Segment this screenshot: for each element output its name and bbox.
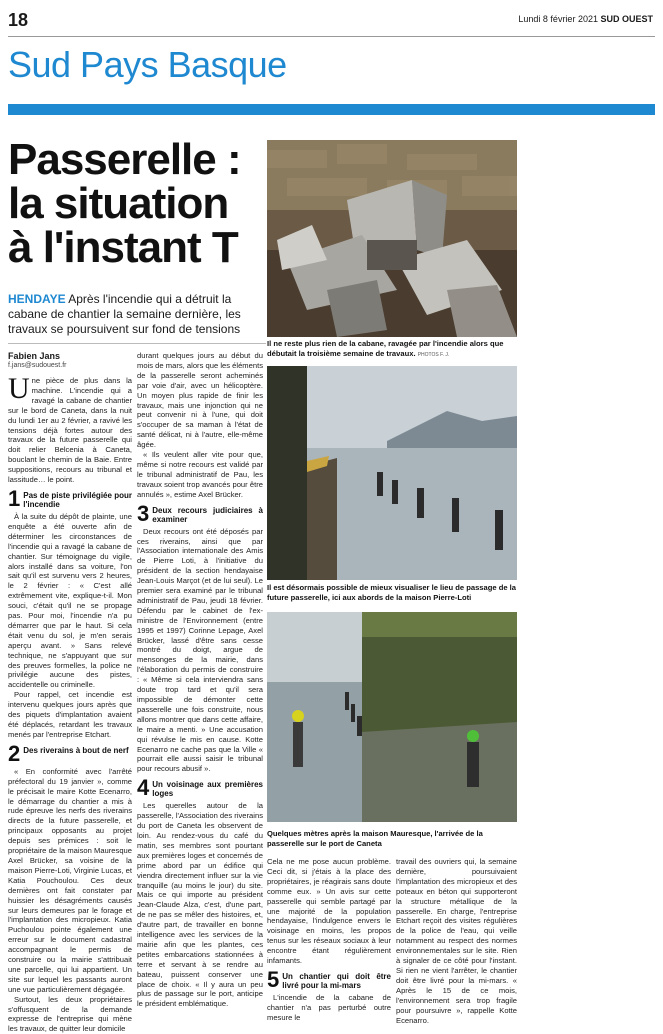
- photo-1-caption: Il ne reste plus rien de la cabane, ravagée par l'incendie alors que débutait la troisième semaine de travaux. PHOTOS F. J.: [267, 339, 504, 358]
- subhead-4: 4 Un voisinage aux premières loges: [137, 775, 263, 801]
- subhead-2: 2 Des riverains à bout de nerf: [8, 740, 129, 766]
- photo-3-caption: Quelques mètres après la maison Mauresque, l'arrivée de la passerelle sur le port de Caneta: [267, 829, 483, 848]
- column-2: [137, 351, 263, 1016]
- page-number: 18: [8, 10, 29, 30]
- photo-2-caption: Il est désormais possible de mieux visualiser le lieu de passage de la future passerelle, ici aux abords de la maison Pierre-Loti: [267, 583, 517, 602]
- author-email[interactable]: f.jans@sudouest.fr: [8, 362, 67, 369]
- subhead-1: 1 Pas de piste privilégiée pour l'incendie: [8, 485, 132, 511]
- paragraph: « En conformité avec l'arrêté préfectoral du 19 janvier », comme le précisait le maire Kotte Ecenarro, le démarrage du chantier a mis à rude épreuve les nerfs des riverains directs de la future passerelle, et principaux opposants au projet depuis ses prémices : soit le propriétaire de la maison Mauresque Axel Brücker, sa voisine de la maison Pierre-Loti, Virginie Lucas, et Katia Pouchoulou. Ces deux dernières ont fait constater par huissier les désagréments causés sur leurs demeures par le forage et l'implantation des micropieux. Katia Puchoulou pointe également une erreur sur le document cadastral accompagnant le permis de construire ou la mairie s'attribuait une parcelle, qui lui appartient. Un site sur lequel les passants auront une vue particulièrement dégagée.: [8, 766, 132, 994]
- paragraph: durant quelques jours au début du mois de mars, alors que les éléments de la passerelle seront acheminés par voie d'air, avec un hélicoptère. Un moyen plus rapide de finir les travaux, mais une injonction qui ne peut convenir ni à l'une, qui doit s'occuper de sa maman à l'état de santé délicat, ni à l'autre, elle-même âgée.: [137, 351, 263, 450]
- kicker: HENDAYE: [8, 292, 66, 306]
- headline-line: la situation: [8, 179, 229, 228]
- top-rule: [8, 36, 655, 37]
- dropcap: U: [8, 372, 30, 405]
- lead-rule: [8, 343, 266, 344]
- photo-bay: [267, 366, 517, 580]
- paragraph: Cela ne me pose aucun problème. Ceci dit, si j'étais à la place des propriétaires, je réagirais sans doute comme eux. » Un avis sur cette passerelle qui semble partagé par une majorité de la population hendayaise, l'indulgence envers le voisinage en moins, les propos tenus sur les réseaux sociaux à leur encontre étant régulièrement infamants.: [267, 857, 391, 966]
- paragraph: Deux recours ont été déposés par ces riverains, ainsi que par l'Association internationale des Amis de Pierre Loti, à l'initiative du président de la section hendayaise Jean-Louis Marçot (et de lui seul). Le premier sera examiné par le tribunal administratif de Pau, jeudi 18 février. Défendu par le cabinet de l'ex-ministre de l'Environnement (entre 1995 et 1997) Corinne Lepage, Axel Brücker, lassé d'être sans cesse montré du doigt, argue de mensonges de la mairie, dans l'élaboration du permis de construire : « Même si cela interviendra sans doute trop tard et qu'il sera impossible de démonter cette passerelle une fois construite, nous allons montrer que dans cette affaire, le maire a menti. » Une accusation qui révulse le mis en cause. Kotte Ecenarro ne cache pas que la Ville « pourrait elle aussi saisir le tribunal pour recours abusif ».: [137, 526, 263, 774]
- column-4: [396, 857, 517, 1025]
- photo-burnt-cabin: [267, 140, 517, 337]
- subhead-3: 3 Deux recours judiciaires à examiner: [137, 500, 263, 526]
- headline: [8, 135, 273, 272]
- paragraph: « Ils veulent aller vite pour que, même si notre recours est validé par le tribunal administratif de Pau, les travaux soient trop avancés pour être annulés », estime Axel Brücker.: [137, 450, 263, 499]
- photo-credit: PHOTOS F. J.: [417, 351, 450, 358]
- section-bar: [8, 104, 655, 115]
- column-3: [267, 857, 391, 1022]
- subhead-5: 5 Un chantier qui doit être livré pour la mi-mars: [267, 966, 391, 992]
- paragraph: Surtout, les deux propriétaires s'offusquent de la demande expresse de l'entreprise qui mène les travaux, de quitter leur domicile: [8, 994, 132, 1034]
- lead-text: Après l'incendie qui a détruit la cabane de chantier la semaine dernière, les travaux se poursuivent sur fond de tensions: [8, 292, 241, 336]
- paragraph: À la suite du dépôt de plainte, une enquête a été ouverte afin de déterminer les circonstances de l'incendie qui a ravagé la cabane de chantier. Sur témoignage du vigile, alors installé dans sa voiture, l'on sait qu'il est survenu vers 2 heures, le 2 février : « C'est allé extrêmement vite, explique-t-il. Mon souci, c'était qu'il ne se propage pas. Pour moi, l'incendie n'a pu démarrer que par le haut. Si cela était venu du sol, je m'en serais aperçu avant. » Sans relevé technique, ne s'appuyant que sur des preuves formelles, la police ne privilégie aucune des pistes, accidentelle ou criminelle.: [8, 511, 132, 690]
- paragraph: travail des ouvriers qui, la semaine dernière, poursuivaient l'implantation des micropieux et des poteaux en béton qui supporteront la structure métallique de la passerelle. En charge, l'entreprise Etchart reçoit des visites régulières de la police de l'eau, qui veille notamment au respect des normes environnementales sur le site. Rien à signaler de ce côté pour l'instant. Si rien ne vient l'arrêter, le chantier doit être livré pour la mi-mars. « Après le 15 de ce mois, l'environnement sera trop fragile pour poursuivre », rappelle Kotte Ecenarro.: [396, 857, 517, 1025]
- intro-paragraph: Une pièce de plus dans la machine. L'incendie qui a ravagé la cabane de chantier sur le bord de Caneta, dans la nuit du lundi 1er au 2 février, a ravivé les tensions déjà fortes autour des travaux de la future passerelle qui doit relier Belcenia à Caneta, bouclant le chemin de la Baie. Entre suppositions, recours au tribunal et lassitude… le point.: [8, 372, 132, 485]
- photo-port: [267, 612, 517, 822]
- headline-line: Passerelle :: [8, 135, 241, 184]
- paragraph: Les querelles autour de la passerelle, l'Association des riverains du port de Caneta les observent de loin. Au rendez-vous du café du matin, ses membres sont pourtant aux premières loges et concernés de prime abord par un édifice qui viendra directement influer sur la vie tranquille (au moins le jour) du site. Mais ce qui importe au président Jean-Claude Alza, c'est, d'une part, de ne pas se mêler des histoires, et, d'autre part, de travailler en bonne intelligence avec les services de la mairie afin que les plantes, ces petites embarcations stationnées à terre et servant à se rendre au bateau, puissent conserver une place de choix. « Il y aura un peu plus de passage sur le port, anticipe le président emblématique.: [137, 801, 263, 1009]
- port-image: [267, 612, 517, 822]
- lead-paragraph: [8, 292, 266, 337]
- section-title: Sud Pays Basque: [8, 44, 287, 85]
- paragraph: Pour rappel, cet incendie est intervenu quelques jours après que des piquets d'implantation avaient été déplacés, retardant les travaux menés par l'entreprise Etchart.: [8, 690, 132, 739]
- burnt-cabin-image: [267, 140, 517, 337]
- column-1: [8, 372, 132, 1034]
- date-text: Lundi 8 février 2021: [518, 14, 598, 24]
- author-name: Fabien Jans: [8, 351, 61, 361]
- bay-image: [267, 366, 517, 580]
- paper-name: SUD OUEST: [600, 14, 653, 24]
- page-date: [518, 14, 653, 24]
- paragraph: L'incendie de la cabane de chantier n'a pas perturbé outre mesure le: [267, 992, 391, 1022]
- headline-line: à l'instant T: [8, 223, 238, 272]
